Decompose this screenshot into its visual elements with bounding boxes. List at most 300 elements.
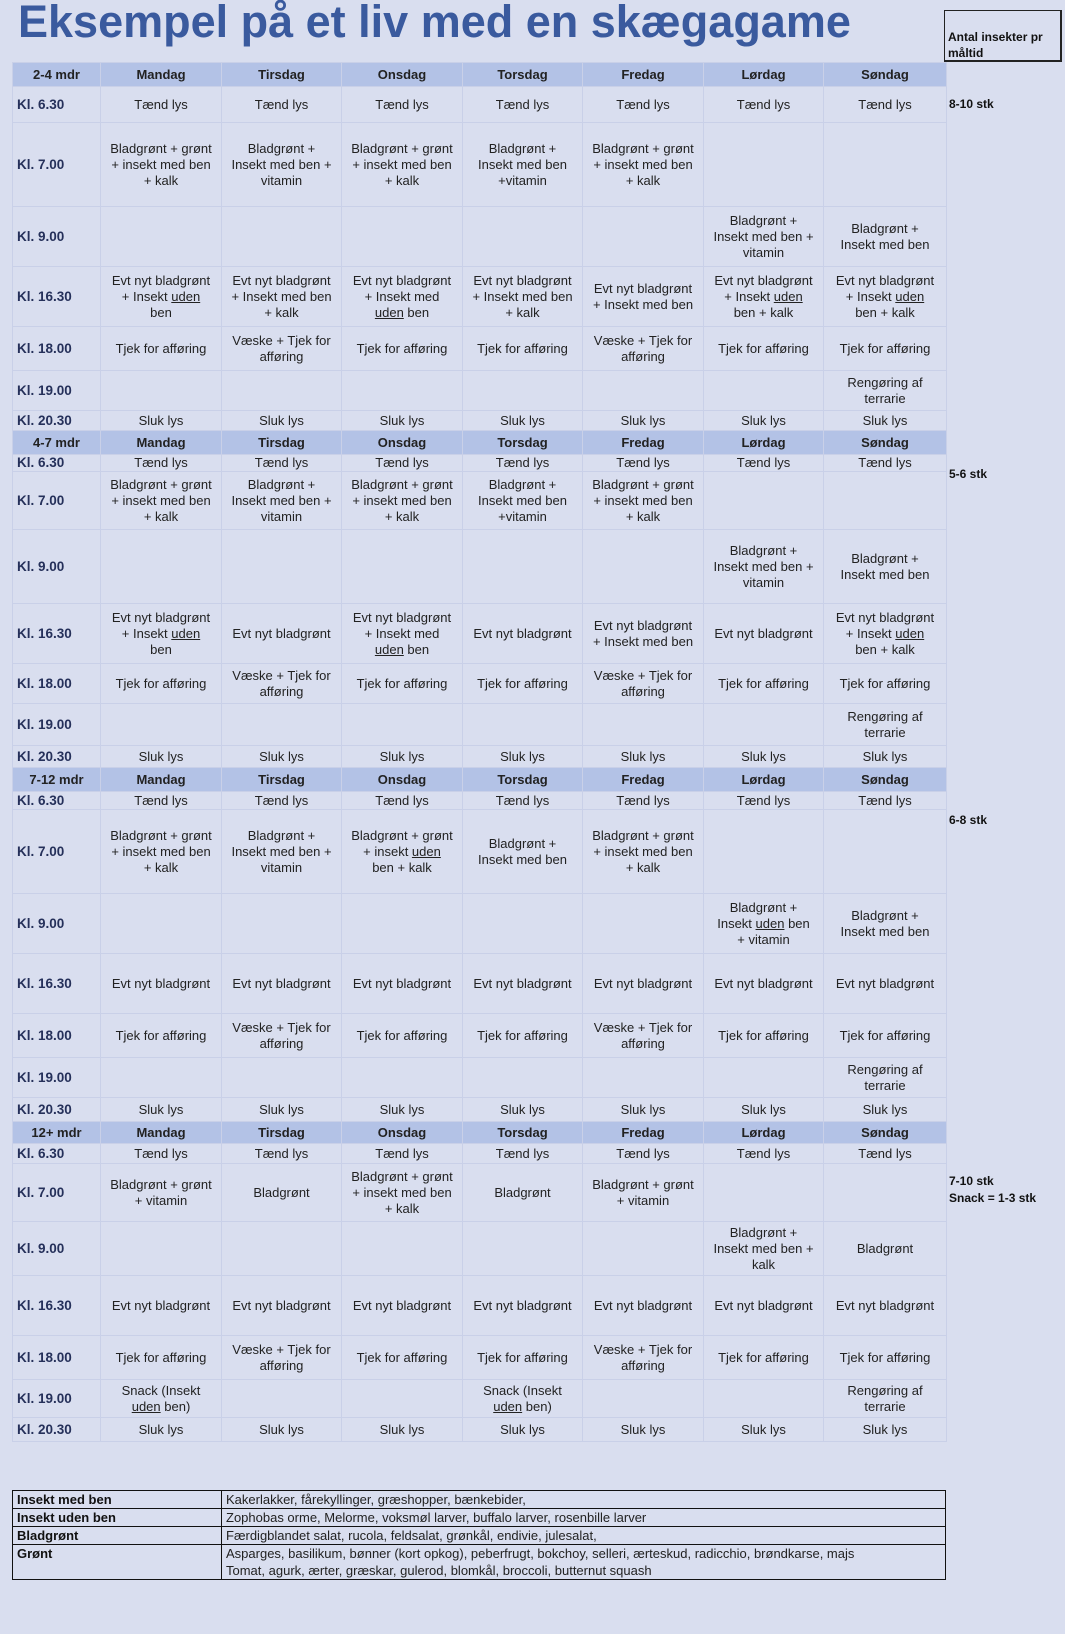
schedule-cell: Evt nyt bladgrønt [463,1276,583,1336]
time-label: Kl. 6.30 [13,455,101,472]
schedule-row [13,327,947,371]
time-label: Kl. 19.00 [13,704,101,746]
insects-per-meal-header: Antal insekter pr måltid [944,10,1062,62]
schedule-cell: Tænd lys [463,792,583,810]
schedule-cell: Snack (Insekt uden ben) [101,1380,222,1418]
schedule-cell [583,704,704,746]
day-header-1: Tirsdag [222,768,342,792]
schedule-cell [342,1222,463,1276]
schedule-row [13,87,947,123]
schedule-row [13,954,947,1014]
schedule-cell [824,123,947,207]
schedule-cell: Bladgrønt [222,1164,342,1222]
time-label: Kl. 6.30 [13,1144,101,1164]
schedule-cell [704,472,824,530]
schedule-cell: Tjek for afføring [101,327,222,371]
schedule-cell: Tænd lys [583,455,704,472]
schedule-cell: Tænd lys [704,87,824,123]
day-header-3: Torsdag [463,63,583,87]
day-header-3: Torsdag [463,431,583,455]
legend-term: Bladgrønt [13,1527,222,1545]
schedule-row [13,746,947,768]
schedule-cell [704,704,824,746]
schedule-cell: Evt nyt bladgrønt + Insekt uden ben + kalk [704,267,824,327]
schedule-row [13,810,947,894]
schedule-cell [704,1058,824,1098]
schedule-cell [583,371,704,411]
schedule-cell: Sluk lys [463,411,583,431]
schedule-cell: Evt nyt bladgrønt + Insekt uden ben + kalk [824,604,947,664]
schedule-cell: Bladgrønt [463,1164,583,1222]
schedule-cell [222,704,342,746]
day-header-1: Tirsdag [222,1122,342,1144]
time-label: Kl. 16.30 [13,267,101,327]
schedule-row [13,894,947,954]
schedule-cell: Tænd lys [583,792,704,810]
time-label: Kl. 19.00 [13,371,101,411]
schedule-cell: Sluk lys [222,411,342,431]
schedule-row [13,530,947,604]
schedule-cell: Tænd lys [824,1144,947,1164]
schedule-cell [222,207,342,267]
schedule-cell: Evt nyt bladgrønt [342,1276,463,1336]
schedule-cell: Væske + Tjek for afføring [583,1014,704,1058]
age-group-label: 7-12 mdr [13,768,101,792]
day-header-1: Tirsdag [222,63,342,87]
schedule-cell: Bladgrønt + grønt + insekt med ben + kalk [583,472,704,530]
schedule-cell: Evt nyt bladgrønt [101,954,222,1014]
schedule-cell: Tjek for afføring [463,1336,583,1380]
section-header-row [13,63,947,87]
insect-count-7-12: 6-8 stk [949,813,988,827]
schedule-cell: Sluk lys [342,1418,463,1442]
day-header-4: Fredag [583,63,704,87]
schedule-cell: Tjek for afføring [101,1014,222,1058]
schedule-cell [342,530,463,604]
day-header-2: Onsdag [342,768,463,792]
schedule-row [13,267,947,327]
day-header-0: Mandag [101,431,222,455]
schedule-cell: Tænd lys [463,1144,583,1164]
schedule-cell: Sluk lys [704,1418,824,1442]
time-label: Kl. 19.00 [13,1380,101,1418]
insect-count-12plus: 7-10 stk Snack = 1-3 stk [949,1174,1037,1205]
schedule-cell: Bladgrønt + grønt + insekt med ben + kalk [583,810,704,894]
schedule-row [13,1144,947,1164]
legend-row [13,1509,945,1527]
legend-term: Insekt med ben [13,1491,222,1509]
schedule-cell: Sluk lys [463,746,583,768]
schedule-cell: Tænd lys [342,87,463,123]
schedule-cell: Sluk lys [704,746,824,768]
schedule-cell: Bladgrønt + Insekt uden ben + vitamin [704,894,824,954]
day-header-5: Lørdag [704,768,824,792]
day-header-0: Mandag [101,1122,222,1144]
schedule-cell: Sluk lys [824,411,947,431]
schedule-cell [222,1380,342,1418]
schedule-cell: Rengøring af terrarie [824,371,947,411]
time-label: Kl. 16.30 [13,1276,101,1336]
day-header-1: Tirsdag [222,431,342,455]
schedule-cell: Bladgrønt + Insekt med ben [463,810,583,894]
legend [12,1490,946,1580]
schedule-cell: Tjek for afføring [342,1336,463,1380]
schedule-row [13,1276,947,1336]
day-header-6: Søndag [824,768,947,792]
schedule-cell: Bladgrønt + Insekt med ben [824,530,947,604]
schedule-cell: Tænd lys [463,87,583,123]
schedule-cell: Bladgrønt + grønt + insekt med ben + kalk [101,472,222,530]
legend-text: Kakerlakker, fårekyllinger, græshopper, bænkebider, [222,1491,946,1509]
schedule-cell: Bladgrønt + grønt + insekt med ben + kalk [342,472,463,530]
schedule-cell: Tjek for afføring [463,664,583,704]
schedule-cell: Evt nyt bladgrønt [342,954,463,1014]
schedule-row [13,792,947,810]
schedule-cell: Tjek for afføring [704,1014,824,1058]
schedule-cell [101,530,222,604]
schedule-cell: Tænd lys [342,792,463,810]
schedule-cell: Tænd lys [463,455,583,472]
time-label: Kl. 7.00 [13,123,101,207]
schedule-row [13,1058,947,1098]
schedule-cell: Bladgrønt + grønt + insekt med ben + kalk [342,123,463,207]
schedule-cell: Væske + Tjek for afføring [222,664,342,704]
legend-text: Asparges, basilikum, bønner (kort opkog), peberfrugt, bokchoy, selleri, ærteskud, radicchio, brøndkarse, majs Tomat, agurk, ærter, græskar, gulerod, blomkål, broccoli, butternut squash [226,1546,855,1578]
schedule-cell: Sluk lys [222,1098,342,1122]
schedule-cell: Evt nyt bladgrønt + Insekt med uden ben [342,267,463,327]
schedule-cell [704,810,824,894]
schedule-cell: Væske + Tjek for afføring [222,1336,342,1380]
schedule-cell: Tænd lys [222,792,342,810]
schedule-row [13,1380,947,1418]
schedule-cell [583,1380,704,1418]
schedule-cell: Sluk lys [222,1418,342,1442]
schedule-cell: Tænd lys [704,1144,824,1164]
schedule-cell: Evt nyt bladgrønt + Insekt med ben + kalk [222,267,342,327]
schedule-cell: Tænd lys [824,87,947,123]
schedule-cell [463,371,583,411]
day-header-5: Lørdag [704,431,824,455]
day-header-2: Onsdag [342,63,463,87]
schedule-cell [824,810,947,894]
schedule-cell: Bladgrønt + grønt + insekt med ben + kalk [342,1164,463,1222]
schedule-row [13,664,947,704]
schedule-cell: Evt nyt bladgrønt + Insekt med ben [583,267,704,327]
schedule-cell: Evt nyt bladgrønt [222,604,342,664]
legend-text: Færdigblandet salat, rucola, feldsalat, grønkål, endivie, julesalat, [222,1527,946,1545]
schedule-row [13,455,947,472]
legend-row [13,1527,945,1545]
time-label: Kl. 9.00 [13,207,101,267]
schedule-cell: Tænd lys [824,792,947,810]
schedule-cell: Tjek for afføring [342,664,463,704]
day-header-4: Fredag [583,1122,704,1144]
schedule-cell: Sluk lys [583,1098,704,1122]
schedule-cell [101,894,222,954]
schedule-row [13,604,947,664]
schedule-row [13,1418,947,1442]
schedule-cell: Evt nyt bladgrønt [463,604,583,664]
schedule-cell [583,894,704,954]
legend-text: Zophobas orme, Melorme, voksmøl larver, buffalo larver, rosenbille larver [222,1509,946,1527]
schedule-cell: Væske + Tjek for afføring [222,1014,342,1058]
schedule-cell: Sluk lys [583,746,704,768]
schedule-cell: Tjek for afføring [824,664,947,704]
schedule-cell: Væske + Tjek for afføring [583,327,704,371]
schedule-row [13,1164,947,1222]
schedule-cell [101,1222,222,1276]
schedule-cell: Rengøring af terrarie [824,1380,947,1418]
schedule-cell: Tjek for afføring [704,664,824,704]
schedule-cell: Sluk lys [342,411,463,431]
schedule-cell: Tænd lys [222,87,342,123]
schedule-cell: Væske + Tjek for afføring [583,1336,704,1380]
schedule-cell: Tjek for afføring [824,1014,947,1058]
schedule-cell: Evt nyt bladgrønt [583,954,704,1014]
schedule-cell: Evt nyt bladgrønt [222,1276,342,1336]
schedule-cell: Sluk lys [704,411,824,431]
time-label: Kl. 9.00 [13,530,101,604]
schedule-cell: Snack (Insekt uden ben) [463,1380,583,1418]
schedule-cell: Evt nyt bladgrønt + Insekt uden ben [101,604,222,664]
age-group-label: 12+ mdr [13,1122,101,1144]
day-header-3: Torsdag [463,1122,583,1144]
schedule-cell: Sluk lys [704,1098,824,1122]
time-label: Kl. 9.00 [13,1222,101,1276]
schedule-cell: Bladgrønt + Insekt med ben + vitamin [704,530,824,604]
time-label: Kl. 18.00 [13,327,101,371]
schedule-cell: Sluk lys [463,1098,583,1122]
schedule-cell: Tænd lys [101,87,222,123]
time-label: Kl. 20.30 [13,746,101,768]
schedule-cell: Rengøring af terrarie [824,1058,947,1098]
schedule-row [13,207,947,267]
schedule-cell: Tænd lys [704,455,824,472]
schedule-cell: Evt nyt bladgrønt + Insekt uden ben + kalk [824,267,947,327]
schedule-cell [463,530,583,604]
schedule-cell [583,207,704,267]
schedule-cell: Tjek for afføring [342,1014,463,1058]
feeding-schedule [12,62,946,1442]
schedule-cell: Evt nyt bladgrønt + Insekt med uden ben [342,604,463,664]
schedule-cell [463,1058,583,1098]
schedule-cell [342,1058,463,1098]
schedule-cell [342,704,463,746]
day-header-0: Mandag [101,768,222,792]
time-label: Kl. 6.30 [13,792,101,810]
day-header-4: Fredag [583,768,704,792]
schedule-cell [463,1222,583,1276]
legend-row [13,1491,945,1509]
schedule-cell: Tænd lys [101,1144,222,1164]
schedule-cell: Sluk lys [342,1098,463,1122]
schedule-cell [583,530,704,604]
day-header-2: Onsdag [342,431,463,455]
schedule-cell [824,472,947,530]
schedule-cell: Evt nyt bladgrønt [704,954,824,1014]
schedule-cell: Tænd lys [704,792,824,810]
day-header-4: Fredag [583,431,704,455]
schedule-cell: Tænd lys [342,1144,463,1164]
schedule-cell [463,894,583,954]
schedule-cell: Væske + Tjek for afføring [583,664,704,704]
time-label: Kl. 16.30 [13,604,101,664]
schedule-cell: Sluk lys [101,411,222,431]
schedule-cell [222,371,342,411]
schedule-row [13,371,947,411]
schedule-cell: Sluk lys [101,746,222,768]
schedule-cell: Tænd lys [222,1144,342,1164]
schedule-cell: Bladgrønt + grønt + insekt med ben + kalk [101,810,222,894]
schedule-cell: Evt nyt bladgrønt [704,604,824,664]
schedule-cell [101,1058,222,1098]
time-label: Kl. 9.00 [13,894,101,954]
time-label: Kl. 20.30 [13,1098,101,1122]
schedule-cell: Bladgrønt + Insekt med ben +vitamin [463,472,583,530]
schedule-cell: Sluk lys [824,1418,947,1442]
schedule-cell: Bladgrønt + Insekt med ben + vitamin [222,472,342,530]
legend-term: Grønt [13,1545,222,1580]
day-header-3: Torsdag [463,768,583,792]
time-label: Kl. 20.30 [13,411,101,431]
schedule-cell: Evt nyt bladgrønt [824,954,947,1014]
schedule-cell: Sluk lys [583,1418,704,1442]
schedule-cell: Bladgrønt + Insekt med ben [824,894,947,954]
schedule-cell: Evt nyt bladgrønt [583,1276,704,1336]
time-label: Kl. 18.00 [13,664,101,704]
schedule-cell [583,1058,704,1098]
schedule-cell: Tjek for afføring [704,327,824,371]
schedule-cell: Sluk lys [101,1418,222,1442]
age-group-label: 4-7 mdr [13,431,101,455]
day-header-6: Søndag [824,63,947,87]
schedule-row [13,1336,947,1380]
schedule-row [13,704,947,746]
schedule-cell: Evt nyt bladgrønt [222,954,342,1014]
schedule-cell: Sluk lys [824,1098,947,1122]
schedule-cell: Bladgrønt + Insekt med ben + vitamin [222,123,342,207]
day-header-0: Mandag [101,63,222,87]
day-header-5: Lørdag [704,63,824,87]
day-header-6: Søndag [824,1122,947,1144]
schedule-cell [222,1222,342,1276]
section-header-row [13,431,947,455]
time-label: Kl. 19.00 [13,1058,101,1098]
schedule-cell: Bladgrønt + Insekt med ben [824,207,947,267]
schedule-cell: Bladgrønt + Insekt med ben + kalk [704,1222,824,1276]
schedule-cell [704,371,824,411]
schedule-cell: Tjek for afføring [824,327,947,371]
schedule-cell [222,530,342,604]
section-header-row [13,1122,947,1144]
schedule-cell: Sluk lys [101,1098,222,1122]
time-label: Kl. 7.00 [13,1164,101,1222]
time-label: Kl. 18.00 [13,1014,101,1058]
schedule-cell: Tænd lys [101,455,222,472]
schedule-cell: Tjek for afføring [101,664,222,704]
schedule-cell [463,704,583,746]
schedule-cell: Tjek for afføring [463,327,583,371]
page-title: Eksempel på et liv med en skægagame [18,0,851,47]
schedule-cell [583,1222,704,1276]
section-header-row [13,768,947,792]
schedule-cell: Sluk lys [342,746,463,768]
schedule-cell: Bladgrønt + grønt + insekt med ben + kalk [101,123,222,207]
schedule-cell: Tænd lys [101,792,222,810]
schedule-cell: Bladgrønt + Insekt med ben + vitamin [222,810,342,894]
schedule-cell: Tænd lys [583,87,704,123]
schedule-cell: Sluk lys [824,746,947,768]
schedule-cell: Evt nyt bladgrønt [101,1276,222,1336]
schedule-cell: Evt nyt bladgrønt + Insekt uden ben [101,267,222,327]
schedule-cell [704,1380,824,1418]
schedule-cell: Bladgrønt + grønt + vitamin [583,1164,704,1222]
schedule-cell: Evt nyt bladgrønt + Insekt med ben + kalk [463,267,583,327]
schedule-cell: Tjek for afføring [342,327,463,371]
schedule-cell [463,207,583,267]
schedule-cell: Sluk lys [583,411,704,431]
schedule-cell: Bladgrønt + grønt + insekt uden ben + kalk [342,810,463,894]
schedule-cell [342,207,463,267]
schedule-cell: Tjek for afføring [101,1336,222,1380]
schedule-cell: Tjek for afføring [704,1336,824,1380]
schedule-cell: Tjek for afføring [463,1014,583,1058]
day-header-6: Søndag [824,431,947,455]
schedule-cell: Rengøring af terrarie [824,704,947,746]
schedule-cell: Tænd lys [824,455,947,472]
insect-count-2-4: 8-10 stk [949,97,994,111]
schedule-cell: Sluk lys [463,1418,583,1442]
schedule-cell [342,1380,463,1418]
schedule-cell: Evt nyt bladgrønt [824,1276,947,1336]
time-label: Kl. 6.30 [13,87,101,123]
schedule-cell: Væske + Tjek for afføring [222,327,342,371]
schedule-row [13,1014,947,1058]
legend-row [13,1545,945,1580]
schedule-cell: Bladgrønt + Insekt med ben +vitamin [463,123,583,207]
schedule-row [13,472,947,530]
schedule-cell: Tænd lys [222,455,342,472]
schedule-cell [101,207,222,267]
schedule-row [13,411,947,431]
schedule-cell [342,894,463,954]
schedule-cell [704,1164,824,1222]
schedule-cell: Tjek for afføring [824,1336,947,1380]
insect-count-4-7: 5-6 stk [949,467,988,481]
schedule-cell [704,123,824,207]
schedule-row [13,1098,947,1122]
time-label: Kl. 16.30 [13,954,101,1014]
schedule-cell [824,1164,947,1222]
schedule-cell: Bladgrønt + grønt + insekt med ben + kalk [583,123,704,207]
time-label: Kl. 18.00 [13,1336,101,1380]
schedule-cell [222,894,342,954]
schedule-cell: Sluk lys [222,746,342,768]
schedule-cell: Bladgrønt + grønt + vitamin [101,1164,222,1222]
schedule-cell [342,371,463,411]
time-label: Kl. 7.00 [13,810,101,894]
day-header-2: Onsdag [342,1122,463,1144]
schedule-cell: Evt nyt bladgrønt + Insekt med ben [583,604,704,664]
schedule-cell [101,371,222,411]
schedule-row [13,123,947,207]
time-label: Kl. 7.00 [13,472,101,530]
schedule-row [13,1222,947,1276]
day-header-5: Lørdag [704,1122,824,1144]
age-group-label: 2-4 mdr [13,63,101,87]
schedule-cell: Tænd lys [342,455,463,472]
schedule-cell: Bladgrønt + Insekt med ben + vitamin [704,207,824,267]
